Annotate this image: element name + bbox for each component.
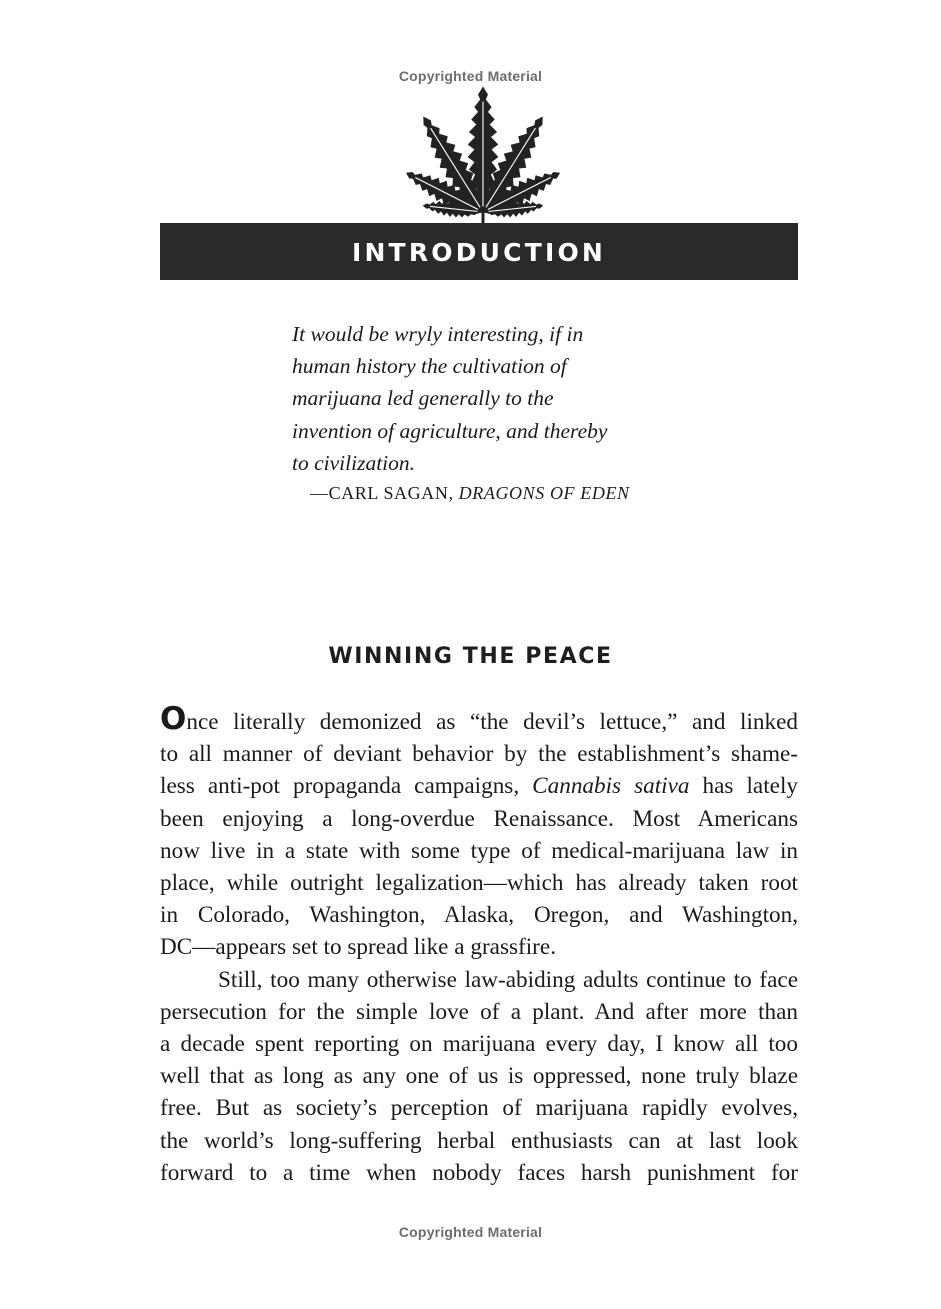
section-heading: WINNING THE PEACE — [328, 644, 613, 669]
text-line: well that as long as any one of us is oppressed, none truly blaze — [160, 1063, 798, 1090]
epigraph-line: invention of agriculture, and thereby — [292, 418, 608, 443]
text-line: Still, too many otherwise law-abiding adults continue to face — [218, 966, 798, 993]
body-text — [160, 701, 798, 1189]
drop-cap: O — [160, 701, 187, 737]
copyright-watermark-top: Copyrighted Material — [398, 68, 543, 84]
text-line: been enjoying a long-overdue Renaissance. Most Americans — [160, 805, 798, 832]
text-fragment: has lately — [689, 773, 798, 800]
text-line: DC—appears set to spread like a grassfire. — [160, 934, 556, 961]
copyright-watermark-bottom: Copyrighted Material — [398, 1224, 543, 1240]
text-line — [160, 770, 798, 802]
epigraph-line: to civilization. — [292, 450, 416, 475]
cannabis-leaf-icon — [398, 84, 568, 226]
text-line: in Colorado, Washington, Alaska, Oregon, and Washington, — [160, 902, 798, 929]
attribution-work-title: DRAGONS OF EDEN — [458, 483, 630, 504]
text-line: to all manner of deviant behavior by the establishment’s shame- — [160, 741, 798, 768]
epigraph-attribution — [310, 483, 712, 504]
epigraph-line: It would be wryly interesting, if in — [292, 322, 584, 346]
text-line: the world’s long-suffering herbal enthusiasts can at last look — [160, 1127, 798, 1154]
epigraph-line: human history the cultivation of — [292, 354, 567, 379]
chapter-title: INTRODUCTION — [351, 238, 607, 267]
epigraph — [292, 318, 712, 504]
chapter-banner — [160, 223, 798, 280]
text-line — [160, 701, 798, 738]
attribution-author: —CARL SAGAN, — [310, 483, 459, 504]
epigraph-line: marijuana led generally to the — [292, 386, 554, 411]
text-fragment: nce literally demonized as “the devil’s lettuce,” and linked — [186, 709, 798, 735]
text-fragment: less anti-pot propaganda campaigns, — [160, 773, 533, 800]
epigraph-quote — [292, 318, 712, 479]
text-line: forward to a time when nobody faces harsh punishment for — [160, 1159, 798, 1186]
text-line: persecution for the simple love of a plant. And after more than — [160, 998, 798, 1025]
text-line: free. But as society’s perception of marijuana rapidly evolves, — [160, 1095, 798, 1122]
species-name: Cannabis sativa — [532, 773, 690, 800]
text-line: a decade spent reporting on marijuana every day, I know all too — [160, 1031, 798, 1058]
text-line: now live in a state with some type of medical-marijuana law in — [160, 837, 798, 864]
text-line: place, while outright legalization—which has already taken root — [160, 870, 798, 897]
